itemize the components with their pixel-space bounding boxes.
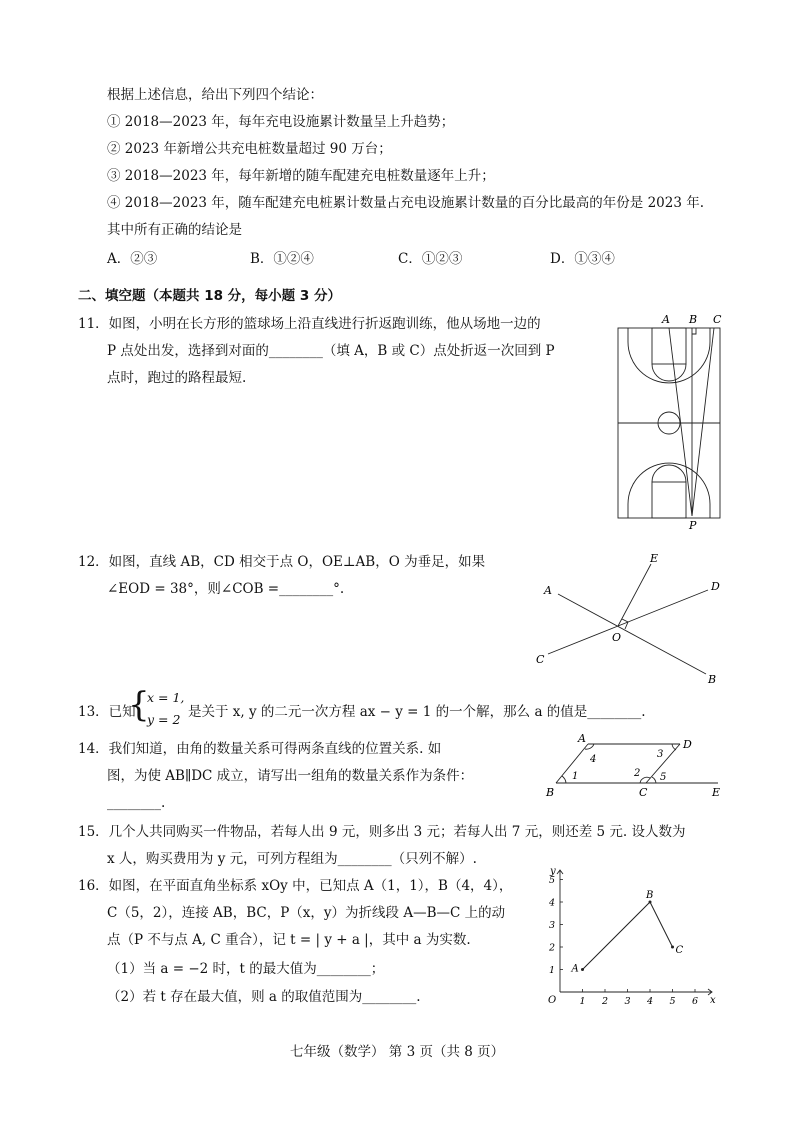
q11-line-1: 11．如图，小明在长方形的篮球场上沿直线进行折返跑训练，他从场地一边的	[78, 316, 541, 332]
y-tick-label: 5	[549, 875, 556, 886]
q11-line-2: P 点处出发，选择到对面的________（填 A，B 或 C）点处折返一次回到 P	[107, 343, 555, 359]
q16-line-5: （2）若 t 存在最大值，则 a 的取值范围为________.	[107, 989, 421, 1005]
q10-conclusion-2: ② 2023 年新增公共充电桩数量超过 90 万台；	[107, 141, 392, 157]
y-axis-label: y	[550, 866, 556, 877]
q10-conclusion-1: ① 2018—2023 年，每年充电设施累计数量呈上升趋势；	[107, 114, 455, 130]
q10-option-a: A．②③	[107, 251, 158, 267]
point-c	[671, 946, 674, 949]
section-2-heading: 二、填空题（本题共 18 分，每小题 3 分）	[78, 288, 341, 304]
lines-label-c: C	[536, 653, 545, 666]
q16-line-4: （1）当 a = −2 时，t 的最大值为________；	[107, 961, 385, 977]
q12-line-2: ∠EOD = 38°，则∠COB =________°.	[107, 581, 345, 597]
para-label-e: E	[712, 786, 721, 799]
y-tick-label: 4	[549, 897, 556, 909]
angle-label-5: 5	[660, 772, 667, 783]
angle-label-2: 2	[634, 768, 641, 779]
court-label-c: C	[713, 313, 722, 326]
q13-eq-1: x = 1,	[147, 690, 185, 705]
q13-rest: 是关于 x, y 的二元一次方程 ax − y = 1 的一个解，那么 a 的值是________.	[188, 704, 646, 720]
fold-line-abc	[583, 902, 673, 970]
point-a	[581, 968, 584, 971]
y-tick-label: 2	[549, 942, 556, 954]
graph-label-c: C	[675, 945, 684, 956]
y-tick-label: 1	[549, 965, 556, 976]
q13-eq-2: y = 2	[147, 712, 181, 727]
court-label-p: P	[689, 519, 697, 530]
basketball-court-figure	[610, 308, 728, 530]
q16-line-3: 点（P 不与点 A, C 重合），记 t = | y + a |，其中 a 为实数.	[107, 932, 471, 948]
x-tick-label: 1	[579, 996, 586, 1007]
page-footer: 七年级（数学） 第 3 页（共 8 页）	[290, 1044, 505, 1060]
court-label-a: A	[662, 313, 670, 326]
q12-line-1: 12．如图，直线 AB，CD 相交于点 O，OE⊥AB，O 为垂足，如果	[78, 554, 486, 570]
lines-label-o: O	[612, 631, 622, 644]
q15-line-2: x 人，购买费用为 y 元，可列方程组为________（只列不解）.	[107, 851, 477, 867]
x-tick-label: 4	[647, 996, 654, 1007]
x-tick-label: 6	[692, 996, 699, 1007]
q10-option-b: B．①②④	[250, 251, 314, 267]
court-label-b: B	[689, 313, 698, 326]
q14-line-3: ________.	[107, 795, 166, 811]
graph-label-a: A	[571, 963, 579, 975]
q10-conclusion-3: ③ 2018—2023 年，每年新增的随车配建充电桩数量逐年上升；	[107, 168, 495, 184]
intersecting-lines-figure	[530, 550, 730, 690]
q14-line-1: 14．我们知道，由角的数量关系可得两条直线的位置关系. 如	[78, 741, 442, 757]
angle-label-1: 1	[572, 771, 579, 782]
q10-option-c: C．①②③	[398, 251, 463, 267]
q13-brace: {	[128, 685, 150, 725]
y-tick-label: 3	[549, 920, 556, 931]
q10-option-d: D．①③④	[550, 251, 615, 267]
para-label-d: D	[683, 738, 692, 751]
para-label-b: B	[546, 786, 555, 799]
q15-line-1: 15．几个人共同购买一件物品，若每人出 9 元，则多出 3 元；若每人出 7 元，则还差 5 元. 设人数为	[78, 824, 686, 840]
lines-label-b: B	[708, 673, 717, 686]
q11-line-3: 点时，跑过的路程最短.	[107, 370, 247, 386]
q16-line-2: C（5，2），连接 AB，BC，P（x，y）为折线段 A—B—C 上的动	[107, 905, 506, 921]
x-tick-label: 2	[602, 996, 609, 1007]
q13-prefix: 13．已知	[78, 704, 136, 720]
lines-label-d: D	[711, 580, 720, 593]
q10-ask: 其中所有正确的结论是	[107, 222, 242, 238]
angle-label-4: 4	[590, 754, 597, 765]
x-axis-label: x	[710, 995, 716, 1006]
origin-label: O	[548, 995, 557, 1006]
para-label-c: C	[639, 786, 648, 799]
angle-label-3: 3	[657, 749, 664, 760]
coordinate-plane-figure	[540, 862, 725, 1007]
x-tick-label: 5	[669, 996, 676, 1007]
para-label-a: A	[578, 734, 586, 745]
graph-label-b: B	[646, 890, 654, 901]
q14-line-2: 图，为使 AB∥DC 成立，请写出一组角的数量关系作为条件：	[107, 768, 474, 784]
lines-label-a: A	[544, 584, 552, 597]
parallelogram-figure	[540, 734, 730, 802]
q10-conclusion-4: ④ 2018—2023 年，随车配建充电桩累计数量占充电设施累计数量的百分比最高的年份是 2023 年.	[107, 195, 705, 211]
x-tick-label: 3	[624, 996, 631, 1007]
lines-label-e: E	[650, 552, 659, 565]
q16-line-1: 16．如图，在平面直角坐标系 xOy 中，已知点 A（1，1），B（4，4），	[78, 878, 513, 894]
q10-intro: 根据上述信息，给出下列四个结论：	[107, 87, 323, 103]
